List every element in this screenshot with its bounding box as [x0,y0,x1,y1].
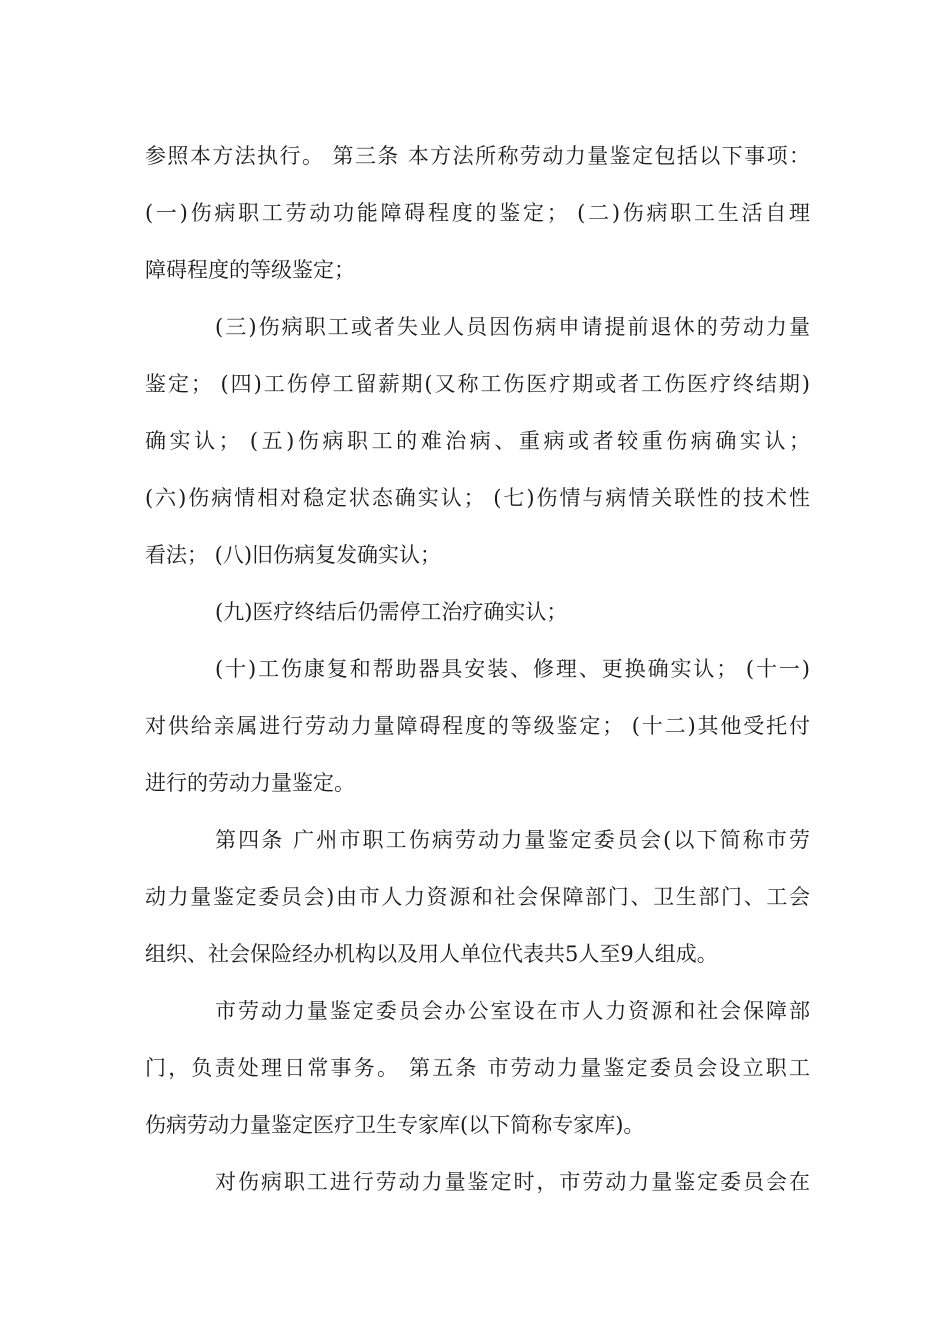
text-line: 市劳动力量鉴定委员会办公室设在市人力资源和社会保障部 [215,999,810,1023]
text-line: 门，负责处理日常事务。 第五条 市劳动力量鉴定委员会设立职工 [145,1056,810,1080]
text-line: 看法； (八)旧伤病复发确实认； [145,543,442,567]
text-line: (九)医疗终结后仍需停工治疗确实认； [215,600,568,624]
text-line: 第四条 广州市职工伤病劳动力量鉴定委员会(以下简称市劳 [215,828,810,852]
text-line: (一)伤病职工劳动功能障碍程度的鉴定； (二)伤病职工生活自理 [145,201,810,225]
text-line: 鉴定； (四)工伤停工留薪期(又称工伤医疗期或者工伤医疗终结期) [145,372,810,396]
document-body [145,128,810,1211]
text-line: 进行的劳动力量鉴定。 [145,771,355,795]
text-line: 动力量鉴定委员会)由市人力资源和社会保障部门、卫生部门、工会 [145,885,810,909]
text-line: (三)伤病职工或者失业人员因伤病申请提前退休的劳动力量 [215,315,810,339]
text-line: (十)工伤康复和帮助器具安装、修理、更换确实认； (十一) [215,657,810,681]
text-line: 伤病劳动力量鉴定医疗卫生专家库(以下简称专家库)。 [145,1113,645,1137]
text-line: 对伤病职工进行劳动力量鉴定时，市劳动力量鉴定委员会在 [215,1170,810,1194]
text-line: 组织、社会保险经办机构以及用人单位代表共5人至9人组成。 [145,942,718,966]
text-line: 对供给亲属进行劳动力量障碍程度的等级鉴定； (十二)其他受托付 [145,714,810,738]
text-line: 确实认； (五)伤病职工的难治病、重病或者较重伤病确实认； [145,429,810,453]
text-line: 参照本方法执行。 第三条 本方法所称劳动力量鉴定包括以下事项： [145,144,810,168]
text-line: (六)伤病情相对稳定状态确实认； (七)伤情与病情关联性的技术性 [145,486,810,510]
text-line: 障碍程度的等级鉴定； [145,258,355,282]
